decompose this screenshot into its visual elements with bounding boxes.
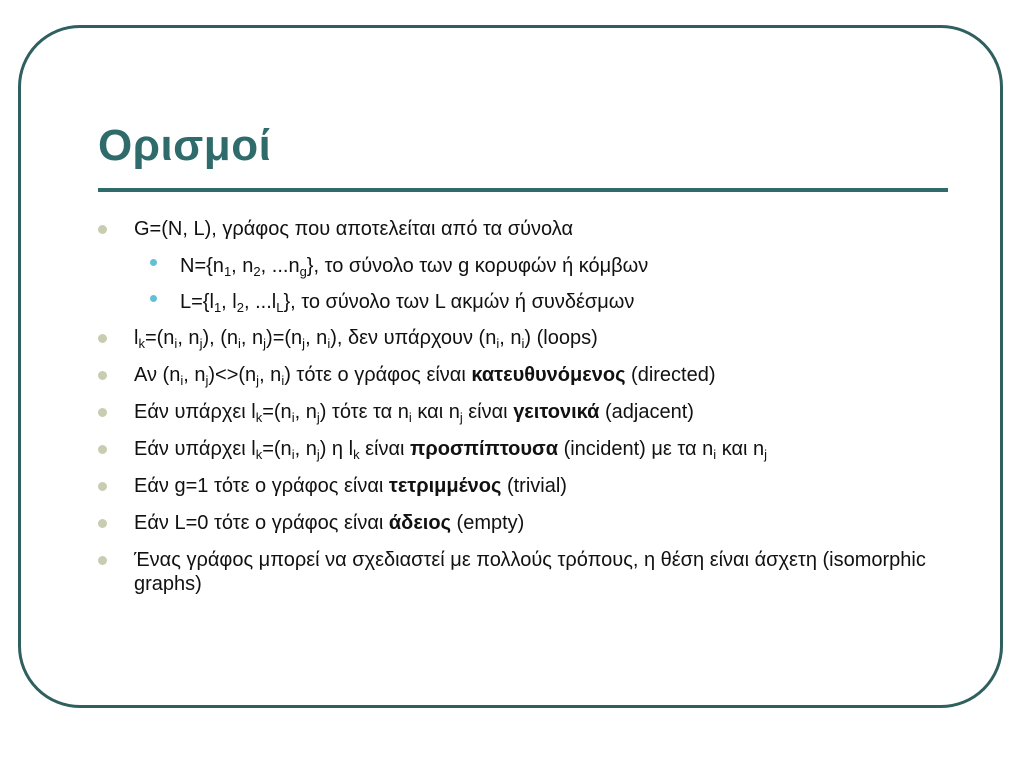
- text-run: , ...n: [260, 255, 300, 277]
- bullet-dot-icon: [98, 482, 107, 491]
- subscript: i: [291, 410, 295, 425]
- bullet-text: [134, 512, 524, 534]
- subscript: i: [408, 410, 412, 425]
- text-run: Εάν L=0 τότε ο γράφος είναι: [134, 512, 389, 534]
- subscript: j: [316, 447, 320, 462]
- subscript: j: [459, 410, 463, 425]
- text-run: , n: [240, 327, 264, 349]
- text-run: )=(n: [266, 327, 303, 349]
- subscript: k: [138, 336, 145, 351]
- subscript: i: [238, 336, 241, 351]
- subscript: k: [353, 447, 360, 462]
- bold-term: τετριμμένος: [388, 475, 502, 497]
- text-run: }, το σύνολο των L ακμών ή συνδέσμων: [283, 291, 635, 313]
- text-run: (adjacent): [599, 401, 694, 423]
- text-run: , n: [294, 438, 317, 460]
- text-run: , ...l: [243, 291, 277, 313]
- bullet-dot-icon: [98, 445, 107, 454]
- bullet-item: [98, 548, 978, 596]
- text-run: }, το σύνολο των g κορυφών ή κόμβων: [306, 255, 649, 277]
- bullet-dot-icon: [98, 225, 107, 234]
- text-run: , n: [259, 364, 282, 386]
- text-run: ) τότε τα n: [319, 401, 409, 423]
- subscript: k: [255, 410, 263, 425]
- bold-term: προσπίπτουσα: [410, 438, 559, 460]
- text-run: =(n: [144, 327, 175, 349]
- sub-bullet-item: [98, 254, 978, 278]
- bullet-item: [98, 474, 978, 498]
- text-run: ), (n: [202, 327, 239, 349]
- text-run: ), δεν υπάρχουν (n: [330, 327, 497, 349]
- bold-term: κατευθυνόμενος: [471, 364, 626, 386]
- subscript: L: [276, 300, 284, 315]
- subscript: i: [713, 447, 717, 462]
- subscript: i: [174, 336, 178, 351]
- text-run: , n: [177, 327, 200, 349]
- subscript: i: [327, 336, 331, 351]
- bullet-dot-icon: [98, 334, 107, 343]
- text-run: και n: [411, 401, 460, 423]
- subscript: i: [281, 373, 285, 388]
- text-run: (trivial): [501, 475, 567, 497]
- bullet-item: [98, 511, 978, 535]
- bullet-item: [98, 437, 978, 461]
- text-run: ) τότε ο γράφος είναι: [284, 364, 472, 386]
- bullet-dot-icon: [98, 408, 107, 417]
- text-run: Εάν υπάρχει l: [134, 438, 256, 460]
- text-run: )<>(n: [208, 364, 257, 386]
- title-underline: [98, 188, 948, 192]
- subscript: j: [316, 410, 320, 425]
- bullet-dot-icon: [150, 259, 157, 266]
- subscript: j: [199, 336, 203, 351]
- text-run: , n: [183, 364, 206, 386]
- subscript: 1: [213, 300, 222, 315]
- bullet-dot-icon: [150, 295, 157, 302]
- text-run: =(n: [262, 438, 292, 460]
- text-run: ) (loops): [524, 327, 598, 349]
- text-run: είναι: [462, 401, 514, 423]
- text-run: , n: [231, 255, 254, 277]
- bullet-dot-icon: [98, 371, 107, 380]
- subscript: 1: [223, 264, 232, 279]
- subscript: i: [521, 336, 525, 351]
- text-run: (directed): [625, 364, 716, 386]
- text-run: είναι: [359, 438, 411, 460]
- bullet-text: [134, 401, 694, 423]
- bullet-item: [98, 400, 978, 424]
- bullet-text: [134, 327, 598, 349]
- slide-title: Ορισμοί: [98, 121, 272, 170]
- bullet-text: [134, 549, 926, 595]
- bullet-text: [134, 364, 716, 386]
- subscript: g: [299, 264, 307, 279]
- text-run: (incident) με τα n: [558, 438, 714, 460]
- subscript: 2: [253, 264, 261, 279]
- text-run: L={l: [180, 291, 214, 313]
- subscript: j: [256, 373, 260, 388]
- subscript: j: [263, 336, 267, 351]
- text-run: ) η l: [319, 438, 354, 460]
- subscript: j: [302, 336, 306, 351]
- text-run: Ένας γράφος μπορεί να σχεδιαστεί με πολλούς τρόπους, η θέση είναι άσχετη (isomorphic graphs): [134, 549, 926, 595]
- text-run: (empty): [450, 512, 525, 534]
- bold-term: γειτονικά: [513, 401, 600, 423]
- subscript: j: [764, 447, 768, 462]
- text-run: G=(N, L), γράφος που αποτελείται από τα σύνολα: [134, 218, 574, 240]
- text-run: Εάν g=1 τότε ο γράφος είναι: [134, 475, 389, 497]
- text-run: =(n: [262, 401, 292, 423]
- text-run: , n: [305, 327, 328, 349]
- bold-term: άδειος: [388, 512, 451, 534]
- text-run: Εάν υπάρχει l: [134, 401, 256, 423]
- subscript: i: [496, 336, 500, 351]
- subscript: j: [205, 373, 209, 388]
- subscript: i: [291, 447, 295, 462]
- bullet-text: [180, 255, 648, 277]
- bullet-item: [98, 326, 978, 350]
- text-run: Αν (n: [134, 364, 181, 386]
- subscript: 2: [236, 300, 244, 315]
- bullet-item: [98, 217, 978, 241]
- text-run: l: [134, 327, 139, 349]
- text-run: , n: [294, 401, 317, 423]
- bullet-text: [134, 218, 573, 240]
- text-run: και n: [716, 438, 765, 460]
- bullet-text: [134, 475, 567, 497]
- text-run: , n: [499, 327, 522, 349]
- bullet-text: [134, 438, 767, 460]
- subscript: k: [255, 447, 263, 462]
- subscript: i: [180, 373, 184, 388]
- bullet-text: [180, 291, 634, 313]
- bullet-list: [98, 217, 978, 609]
- text-run: N={n: [180, 255, 224, 277]
- bullet-dot-icon: [98, 556, 107, 565]
- bullet-dot-icon: [98, 519, 107, 528]
- bullet-item: [98, 363, 978, 387]
- sub-bullet-item: [98, 290, 978, 314]
- text-run: , l: [221, 291, 237, 313]
